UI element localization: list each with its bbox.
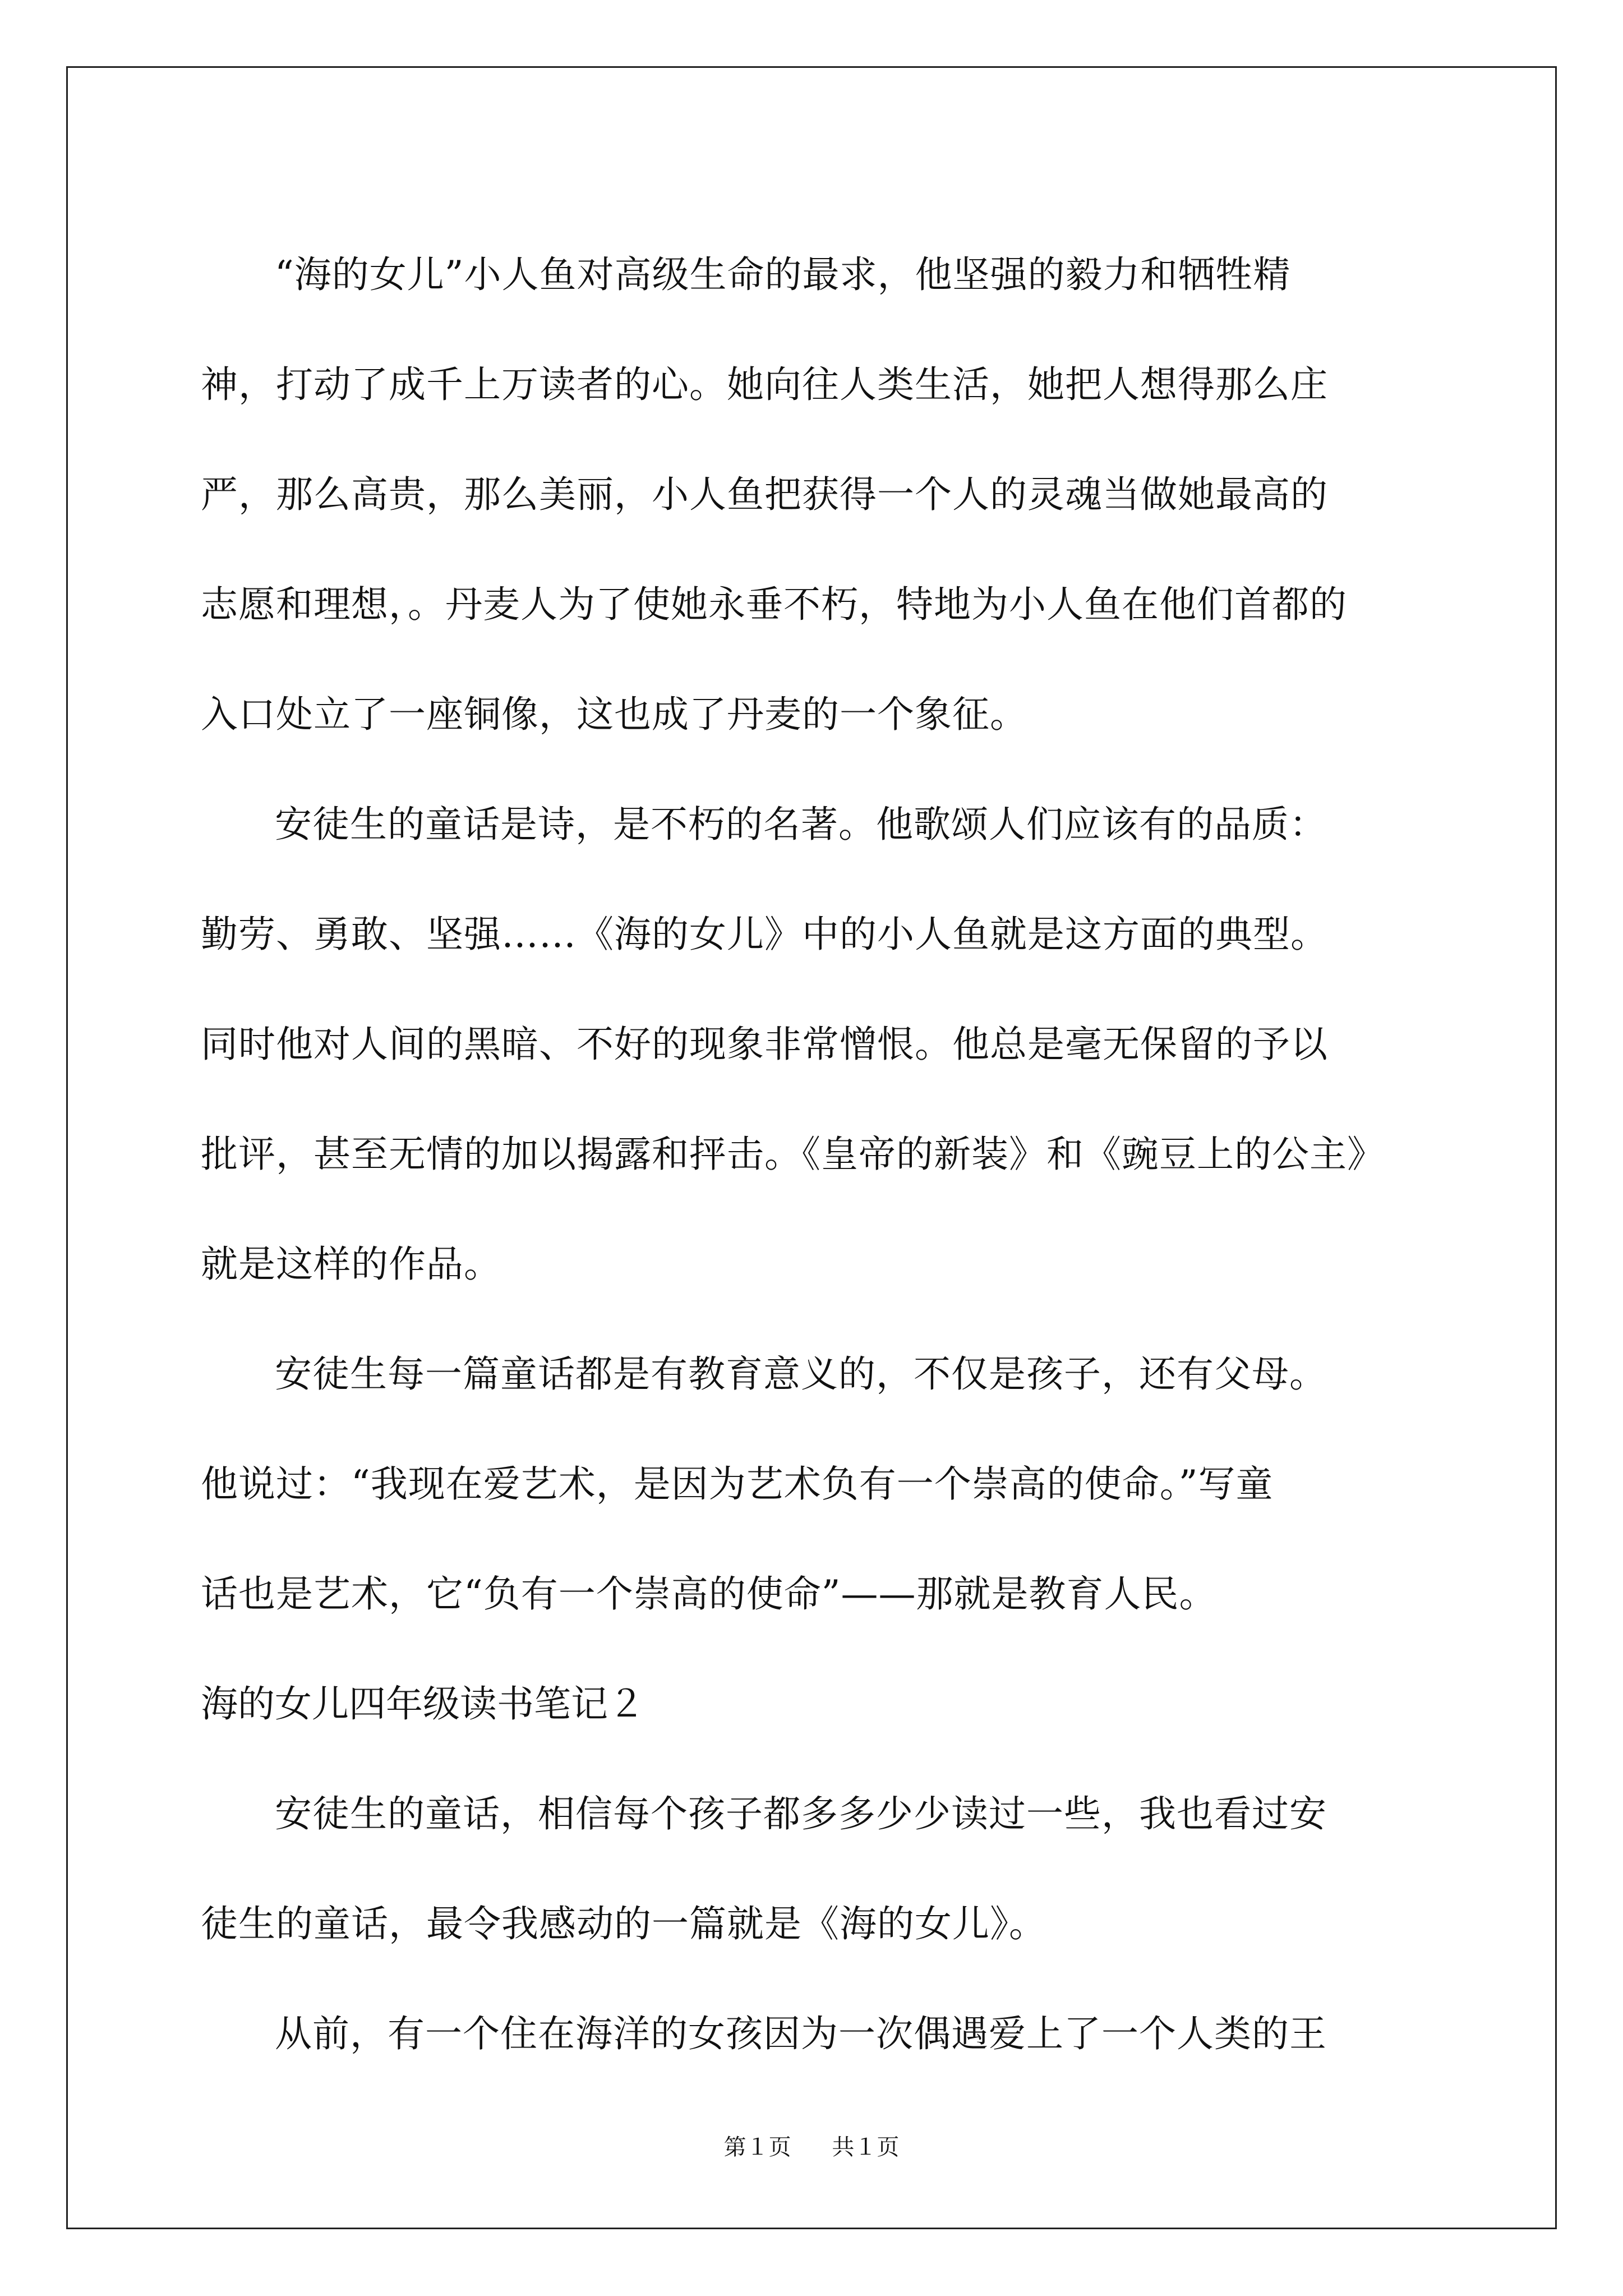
text-line: 严，那么高贵，那么美丽，小人鱼把获得一个人的灵魂当做她最高的 bbox=[201, 473, 1328, 516]
text-line: 同时他对人间的黑暗、不好的现象非常憎恨。他总是毫无保留的予以 bbox=[201, 1023, 1328, 1066]
text-line: 他说过：“我现在爱艺术，是因为艺术负有一个崇高的使命。”写童 bbox=[201, 1462, 1274, 1506]
text-line: 安徒生的童话是诗，是不朽的名著。他歌颂人们应该有的品质： bbox=[275, 803, 1327, 846]
section-heading: 海的女儿四年级读书笔记２ bbox=[201, 1682, 645, 1726]
text-line: 勤劳、勇敢、坚强……《海的女儿》中的小人鱼就是这方面的典型。 bbox=[201, 913, 1328, 956]
text-line: “海的女儿”小人鱼对高级生命的最求，他坚强的毅力和牺牲精 bbox=[275, 253, 1291, 296]
text-line: 安徒生每一篇童话都是有教育意义的，不仅是孩子，还有父母。 bbox=[275, 1352, 1327, 1396]
text-line: 安徒生的童话，相信每个孩子都多多少少读过一些，我也看过安 bbox=[275, 1792, 1327, 1835]
text-line: 入口处立了一座铜像，这也成了丹麦的一个象征。 bbox=[201, 693, 1027, 736]
text-line: 话也是艺术，它“负有一个崇高的使命”——那就是教育人民。 bbox=[201, 1572, 1217, 1616]
text-line: 徒生的童话，最令我感动的一篇就是《海的女儿》。 bbox=[201, 1902, 1046, 1945]
text-line: 就是这样的作品。 bbox=[201, 1243, 501, 1286]
page-footer bbox=[0, 2129, 1623, 2161]
text-line: 批评，甚至无情的加以揭露和抨击。《皇帝的新装》和《豌豆上的公主》 bbox=[201, 1133, 1385, 1176]
text-line: 从前，有一个住在海洋的女孩因为一次偶遇爱上了一个人类的王 bbox=[275, 2012, 1327, 2055]
document-body bbox=[201, 220, 1435, 2089]
text-line: 神，打动了成千上万读者的心。她向往人类生活，她把人想得那么庄 bbox=[201, 363, 1328, 406]
page-number: 第１页 bbox=[723, 2134, 791, 2160]
page-total: 共１页 bbox=[832, 2134, 900, 2160]
text-line: 志愿和理想，。丹麦人为了使她永垂不朽，特地为小人鱼在他们首都的 bbox=[201, 583, 1347, 626]
